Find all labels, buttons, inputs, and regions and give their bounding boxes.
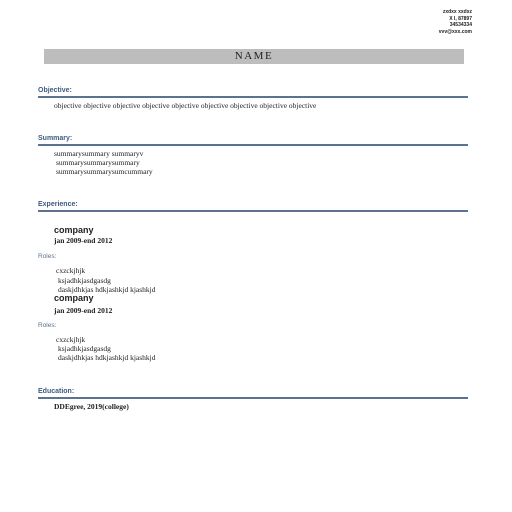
role-line: daskjdhkjas hdkjashkjd kjashkjd	[58, 353, 156, 362]
role-line: cxzckjhjk	[56, 266, 86, 275]
company-name: company	[54, 293, 94, 303]
name-header: NAME	[44, 49, 464, 64]
job-dates: jan 2009-end 2012	[54, 306, 113, 315]
role-line: cxzckjhjk	[56, 335, 86, 344]
objective-text: objective objective objective objective objective objective objective objective objective	[54, 101, 317, 110]
contact-name: zxdxx xxdxz	[442, 9, 472, 15]
roles-label: Roles:	[38, 253, 57, 260]
experience-rule	[38, 210, 468, 212]
experience-heading: Experience:	[38, 201, 78, 208]
summary-rule	[38, 144, 468, 146]
objective-rule	[38, 96, 468, 98]
roles-label: Roles:	[38, 322, 57, 329]
summary-line: summarysummarysummary	[56, 158, 140, 167]
role-line: ksjadhkjasdgasdg	[58, 344, 111, 353]
job-dates: jan 2009-end 2012	[54, 236, 113, 245]
contact-block	[439, 9, 472, 35]
contact-phone: 34534334	[449, 22, 472, 28]
contact-address: X I, 87897	[449, 15, 472, 22]
contact-email: vvv@xxx.com	[438, 28, 472, 35]
role-line: daskjdhkjas hdkjashkjd kjashkjd	[58, 285, 156, 294]
education-rule	[38, 397, 468, 399]
objective-heading: Objective:	[38, 87, 72, 94]
summary-line: summarysummary summaryv	[54, 149, 144, 158]
education-heading: Education:	[38, 388, 75, 395]
company-name: company	[54, 225, 94, 235]
education-text: DDEgree, 2019(college)	[54, 402, 129, 411]
summary-line: summarysummarysumcummary	[56, 167, 153, 176]
role-line: ksjadhkjasdgasdg	[58, 276, 111, 285]
summary-heading: Summary:	[38, 135, 73, 142]
